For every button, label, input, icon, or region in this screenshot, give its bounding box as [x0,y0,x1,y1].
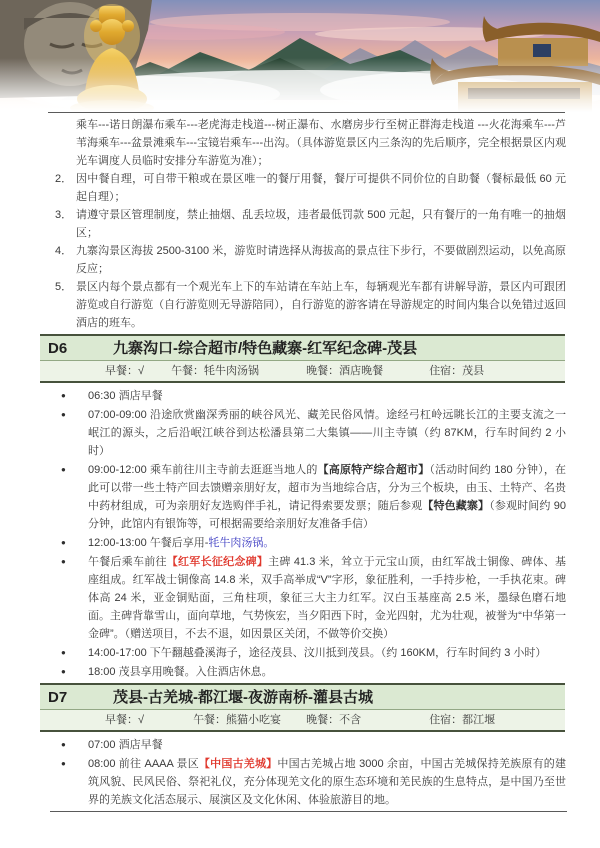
highlight-red-army-monument: 【红军长征纪念碑】 [166,556,269,568]
notice-number: 5． [55,281,73,293]
day7-lunch: 午餐：熊猫小吃宴 [193,714,282,726]
schedule-item: ● 18:00 茂县享用晚餐。入住酒店休息。 [55,663,566,681]
day6-title-row [40,336,565,361]
day6-meal-row [40,361,565,381]
highlight-supermarket: 【高原特产综合超市】 [317,464,430,476]
day7-title: 茂县-古羌城-都江堰-夜游南桥-灌县古城 [113,689,373,706]
day6-breakfast: 早餐：√ [105,365,145,377]
day6-lunch: 午餐：牦牛肉汤锅 [171,365,260,377]
highlight-tibetan-village: 【特色藏寨】 [422,500,490,512]
bottom-fade [0,58,600,112]
notice-item-2 [55,170,566,206]
schedule-item: ● 09:00-12:00 乘车前往川主寺前去逛逛当地人的【高原特产综合超市】（活动时间约 180 分钟），在此可以带一些土特产回去馈赠亲朋好友，超市为当地综合店，分为三个板块，由玉、土特产、名贵中药材组成，可为亲朋好友选购伴手礼，请记得索要发票；随后参观【特色藏寨】（参观时间约 90 分钟，此馆内有银饰等，可根据需要给亲朋好友准备手信） [55,461,566,533]
day7-title-row [40,685,565,710]
day7-stay: 住宿：都江堰 [429,714,496,726]
day6-header-block [40,334,565,383]
schedule-item: ● 07:00 酒店早餐 [55,736,566,754]
bullet-icon: ● [61,648,66,657]
notice-number: 3． [55,209,73,221]
day7-schedule [55,736,566,809]
day6-schedule [55,387,566,681]
bullet-icon: ● [61,740,66,749]
bullet-icon: ● [61,410,66,419]
schedule-item: ● 12:00-13:00 午餐后享用-牦牛肉汤锅。 [55,534,566,552]
notice-item-5 [55,278,566,332]
schedule-item: ● 07:00-09:00 沿途欣赏幽深秀丽的峡谷风光、藏羌民俗风情。途经弓杠岭远眺长江的主要支流之一岷江的源头，之后沿岷江峡谷到达松潘县第二大集镇——川主寺镇（约 87KM，行车时间约 2 小时） [55,406,566,460]
day7-meal-row [40,710,565,730]
highlight-lunch-dish: 牦牛肉汤锅。 [208,537,275,549]
day7-code: D7 [48,689,68,706]
day7-breakfast: 早餐：√ [105,714,145,726]
bullet-icon: ● [61,391,66,400]
document-body [0,116,600,812]
scenery-photo-svg [0,0,600,112]
schedule-item: ● 14:00-17:00 下午翻越叠溪海子，途径茂县、汶川抵到茂县。（约 160KM，行车时间约 3 小时） [55,644,566,662]
bullet-icon: ● [61,538,66,547]
notice-text: 请遵守景区管理制度，禁止抽烟、乱丢垃圾，违者最低罚款 500 元起，只有餐厅的一角有唯一的抽烟区； [76,209,566,239]
notice-text: 景区内每个景点都有一个观光车上下的车站请在车站上车，每辆观光车都有讲解导游，景区内可跟团游览或自行游览（自行游览则无导游陪同），自行游览的游客请在导游规定的时间内集合以免错过返回酒店的班车。 [76,281,566,329]
day6-stay: 住宿：茂县 [429,365,485,377]
header-photo [0,0,600,112]
notice-item-4 [55,242,566,278]
notice-text: 九寨沟景区海拔 2500-3100 米，游览时请选择从海拔高的景点往下步行，不要做剧烈运动，以免高原反应； [76,245,566,275]
notice-number: 2． [55,173,73,185]
bullet-icon: ● [61,557,66,566]
bullet-icon: ● [61,759,66,768]
notice-item-3 [55,206,566,242]
day7-dinner: 晚餐：不含 [306,714,362,726]
bullet-icon: ● [61,667,66,676]
notice-continuation: 乘车---诺日朗瀑布乘车---老虎海走栈道---树正瀑布、水磨房步行至树正群海走栈道 ---火花海乘车---芦苇海乘车---盆景滩乘车---宝镜岩乘车---出沟。（具体游览景区内三条沟的先后顺序，完全根据景区内观光车调度人员临时安排分车游览为准）； [76,119,566,167]
page-bottom-divider [50,811,567,812]
header-divider [48,112,565,113]
highlight-qiang-city: 【中国古羌城】 [198,758,278,770]
notice-number: 4． [55,245,73,257]
schedule-item: ● 06:30 酒店早餐 [55,387,566,405]
day6-dinner: 晚餐：酒店晚餐 [306,365,384,377]
day6-code: D6 [48,340,68,357]
day6-title: 九寨沟口-综合超市/特色藏寨-红军纪念碑-茂县 [113,340,418,357]
notice-text: 因中餐自理，可自带干粮或在景区唯一的餐厅用餐，餐厅可提供不同价位的自助餐（餐标最低 60 元起自理）； [76,173,566,203]
day7-header-block [40,683,565,732]
bullet-icon: ● [61,465,66,474]
schedule-item: ● 08:00 前往 AAAA 景区【中国古羌城】中国古羌城占地 3000 余亩，中国古羌城保持羌族原有的建筑风貌、民风民俗、祭祀礼仪，充分体现羌文化的原生态环境和羌民族的生息特点，是中国乃至世界的羌族文化活态展示、展演区及文化休闲、体验旅游目的地。 [55,755,566,809]
schedule-item: ● 午餐后乘车前往【红军长征纪念碑】主碑 41.3 米，耸立于元宝山顶，由红军战士铜像、碑体、基座组成。红军战士铜像高 14.8 米，双手高举成“V”字形，象征胜利，一手持步枪，一手执花束。碑体高 24 米，亚金铜贴面，三角柱项，象征三大主力红军。汉白玉基座高 2.5 米，墨绿色磨石地面。主碑背靠雪山，面向草地，气势恢宏，当夕阳西下时，金光四射，尤为壮观，被誉为“中华第一金碑”。（赠送项目，不去不退，如因景区关闭，不做等价交换） [55,553,566,643]
